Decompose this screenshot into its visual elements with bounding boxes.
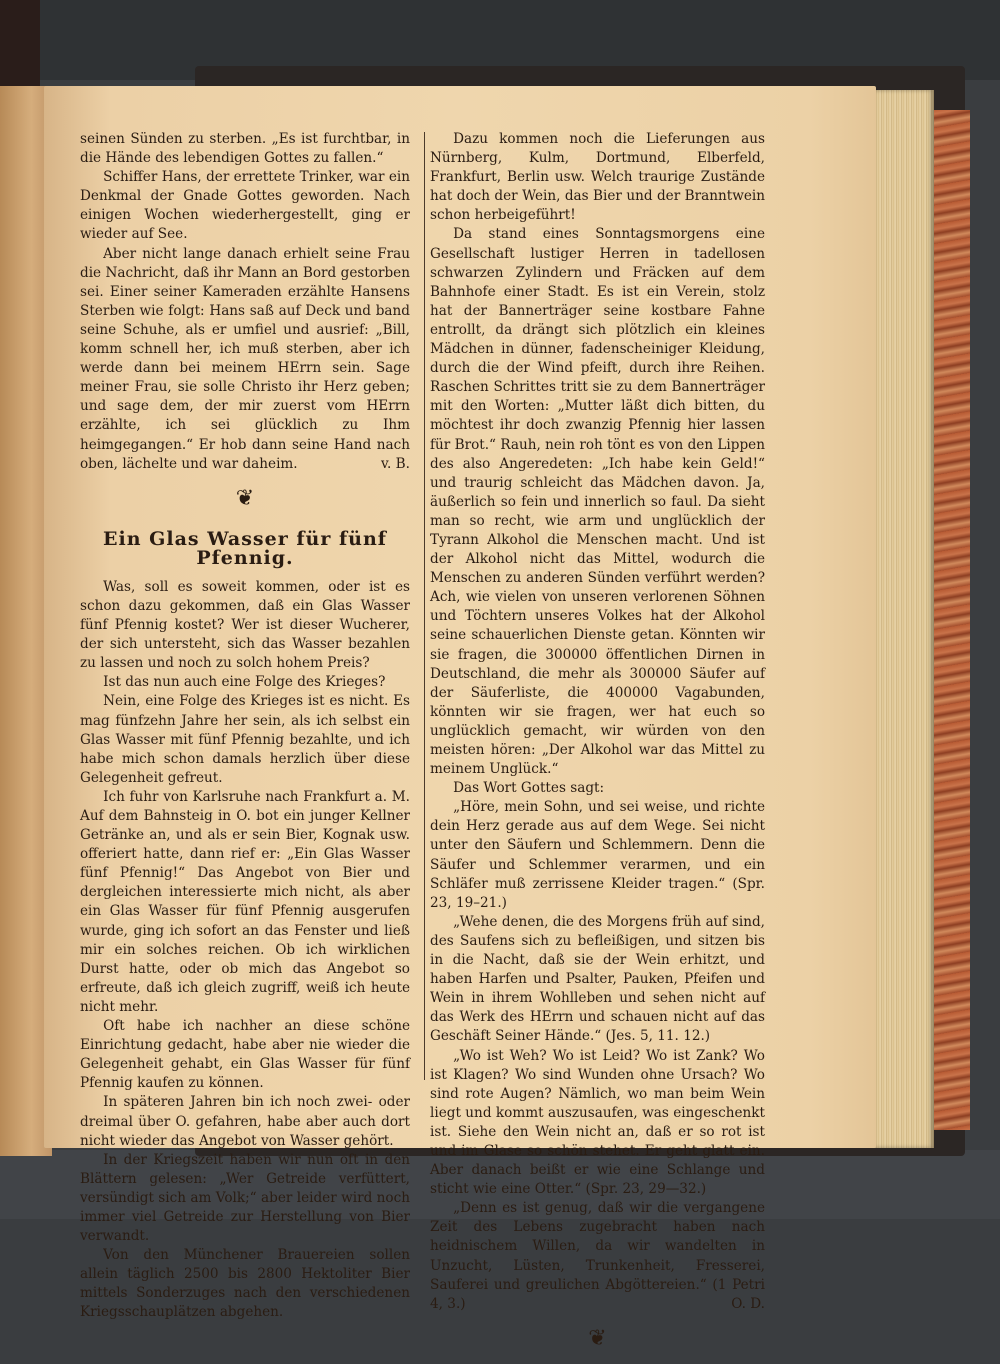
paragraph: seinen Sünden zu sterben. „Es ist furchtbar, in die Hände des lebendigen Gottes zu fallen.“: [80, 131, 410, 167]
paragraph-text: Aber nicht lange danach erhielt seine Frau die Nachricht, daß ihr Mann an Bord gestorben sei. Einer seiner Kameraden erzählte Hansens Sterben wie folgt: Hans saß auf Deck und band seine Schuhe, als er umfiel und ausrief: „Bill, komm schnell her, ich muß sterben, aber ich werde dann bei meinem HErrn sein. Sage meiner Frau, sie solle Christo ihr Herz geben; und sage dem, der mir zuerst vom HErrn erzählte, ich sei glücklich zu Ihm heimgegangen.“ Er hob dann seine Hand nach oben, lächelte und war daheim.: [80, 245, 410, 472]
paragraph: Dazu kommen noch die Lieferungen aus Nürnberg, Kulm, Dortmund, Elberfeld, Frankfurt, Berlin usw. Welch traurige Zustände hat doch der Wein, das Bier und der Branntwein schon herbeigeführt!: [430, 131, 765, 224]
paragraph: [80, 245, 410, 474]
paragraph: Ist das nun auch eine Folge des Krieges?: [103, 674, 386, 691]
signature: O. D.: [731, 1295, 765, 1312]
paragraph: Ich fuhr von Karlsruhe nach Frankfurt a. M. Auf dem Bahnsteig in O. bot ein junger Kellner Getränke an, und als er sein Bier, Kognak usw. offeriert hatte, dann rief er: „Ein Glas Wasser fünf Pfennig!“ Das Angebot von Bier und dergleichen interessierte mich nicht, als aber ein Glas Wasser für fünf Pfennig ausgerufen wurde, ging ich sofort an das Fenster und ließ mir ein solches reichen. Ob ich wirklichen Durst hatte, oder ob mich das Angebot so erfreute, daß ich gleich zugriff, weiß ich heute nicht mehr.: [80, 788, 410, 1015]
left-column: [80, 130, 410, 1323]
paragraph: „Wehe denen, die des Morgens früh auf sind, des Saufens sich zu befleißigen, und sitzen bis in die Nacht, daß sie der Wein erhitzt, und haben Harfen und Psalter, Pauken, Pfeifen und Wein in ihrem Wohlleben und sehen nicht auf das Werk des HErrn und schauen nicht auf das Geschäft Seiner Hände.“ (Jes. 5, 11. 12.): [430, 913, 765, 1045]
right-column: [430, 130, 765, 1364]
paragraph-text: „Denn es ist genug, daß wir die vergangene Zeit des Lebens zugebracht haben nach heidnischem Willen, da wir wandelten in Unzucht, Lüsten, Trunkenheit, Fresserei, Sauferei und greulichen Abgöttereien.“ (1 Petri 4, 3.): [430, 1200, 765, 1312]
paragraph: Nein, eine Folge des Krieges ist es nicht. Es mag fünfzehn Jahre her sein, als ich selbst ein Glas Wasser mit fünf Pfennig bezahlte, und ich habe mich schon damals herzlich über diese Gelegenheit gefreut.: [80, 693, 410, 786]
signature: v. B.: [380, 455, 410, 472]
paragraph: Oft habe ich nachher an diese schöne Einrichtung gedacht, habe aber nie wieder die Gelegenheit gehabt, ein Glas Wasser für fünf Pfennig kaufen zu können.: [80, 1018, 410, 1092]
page-stack: [872, 90, 934, 1148]
marbled-edge: [928, 110, 970, 1130]
article-title: Ein Glas Wasser für fünf Pfennig.: [103, 527, 387, 569]
paragraph: Das Wort Gottes sagt:: [453, 780, 605, 797]
paragraph: In der Kriegszeit haben wir nun oft in den Blättern gelesen: „Wer Getreide verfüttert, versündigt sich am Volk;“ aber leider wird noch immer viel Getreide zur Herstellung von Bier verwandt.: [80, 1151, 410, 1245]
column-divider: [424, 132, 425, 1080]
paragraph: [430, 1199, 765, 1314]
ornament-icon: ❦: [588, 1325, 607, 1351]
paragraph: „Höre, mein Sohn, und sei weise, und richte dein Herz gerade aus auf dem Wege. Sei nicht unter den Säufern und Schlemmern. Denn die Säufer und Schlemmer verarmen, und ein Schläfer muß zerrissene Kleider tragen.“ (Spr. 23, 19–21.): [430, 799, 765, 911]
paragraph: Schiffer Hans, der errettete Trinker, war ein Denkmal der Gnade Gottes geworden. Nach einigen Wochen wiederhergestellt, ging er wieder auf See.: [80, 169, 410, 243]
paragraph: „Wo ist Weh? Wo ist Leid? Wo ist Zank? Wo ist Klagen? Wo sind Wunden ohne Ursach? Wo sind rote Augen? Nämlich, wo man beim Wein liegt und kommt auszusaufen, was eingeschenkt ist. Siehe den Wein nicht an, daß er so rot ist und im Glase so schön stehet. Er geht glatt ein. Aber danach beißt er wie eine Schlange und sticht wie eine Otter.“ (Spr. 23, 29—32.): [430, 1047, 765, 1198]
ornament-icon: ❦: [235, 485, 255, 511]
paragraph: Da stand eines Sonntagsmorgens eine Gesellschaft lustiger Herren in tadellosen schwarzen Zylindern und Fräcken auf dem Bahnhofe einer Stadt. Es ist ein Verein, stolz hat der Bannerträger seine kostbare Fahne entrollt, da drängt sich plötzlich ein kleines Mädchen in dünner, fadenscheiniger Kleidung, durch die der Wind pfeift, durch ihre Reihen. Raschen Schrittes tritt sie zu dem Bannerträger mit den Worten: „Mutter läßt dich bitten, du möchtest ihr doch zwanzig Pfennig hier lassen für Brot.“ Rauh, nein roh tönt es von den Lippen des also Angeredeten: „Ich habe kein Geld!“ und traurig schleicht das Mädchen davon. Ja, äußerlich so fein und innerlich so faul. Da sieht man so recht, wie arm und unglücklich der Tyrann Alkohol die Menschen macht. Und ist der Alkohol nicht das Mittel, wodurch die Menschen zu anderen Sünden verführt werden? Ach, wie vielen von unseren verlorenen Söhnen und Töchtern unseres Volkes hat der Alkohol seine schauerlichen Dienste getan. Könnten wir sie fragen, die 300000 öffentlichen Dirnen in Deutschland, die mehr als 300000 Säufer auf der Säuferliste, die 400000 Vagabunden, könnten wir sie fragen, wer hat euch so unglücklich gemacht, wir würden von den meisten hören: „Der Alkohol war das Mittel zu meinem Unglück.“: [430, 226, 765, 778]
paragraph: Von den Münchener Brauereien sollen allein täglich 2500 bis 2800 Hektoliter Bier mittels Sonderzuges nach den verschiedenen Kriegsschauplätzen abgehen.: [80, 1247, 410, 1321]
paragraph: Was, soll es soweit kommen, oder ist es schon dazu gekommen, daß ein Glas Wasser fünf Pfennig kostet? Wer ist dieser Wucherer, der sich untersteht, sich das Wasser bezahlen zu lassen und noch zu solch hohem Preis?: [80, 578, 410, 672]
paragraph: In späteren Jahren bin ich noch zwei- oder dreimal über O. gefahren, habe aber auch dort nicht wieder das Angebot von Wasser gehört.: [80, 1094, 410, 1149]
